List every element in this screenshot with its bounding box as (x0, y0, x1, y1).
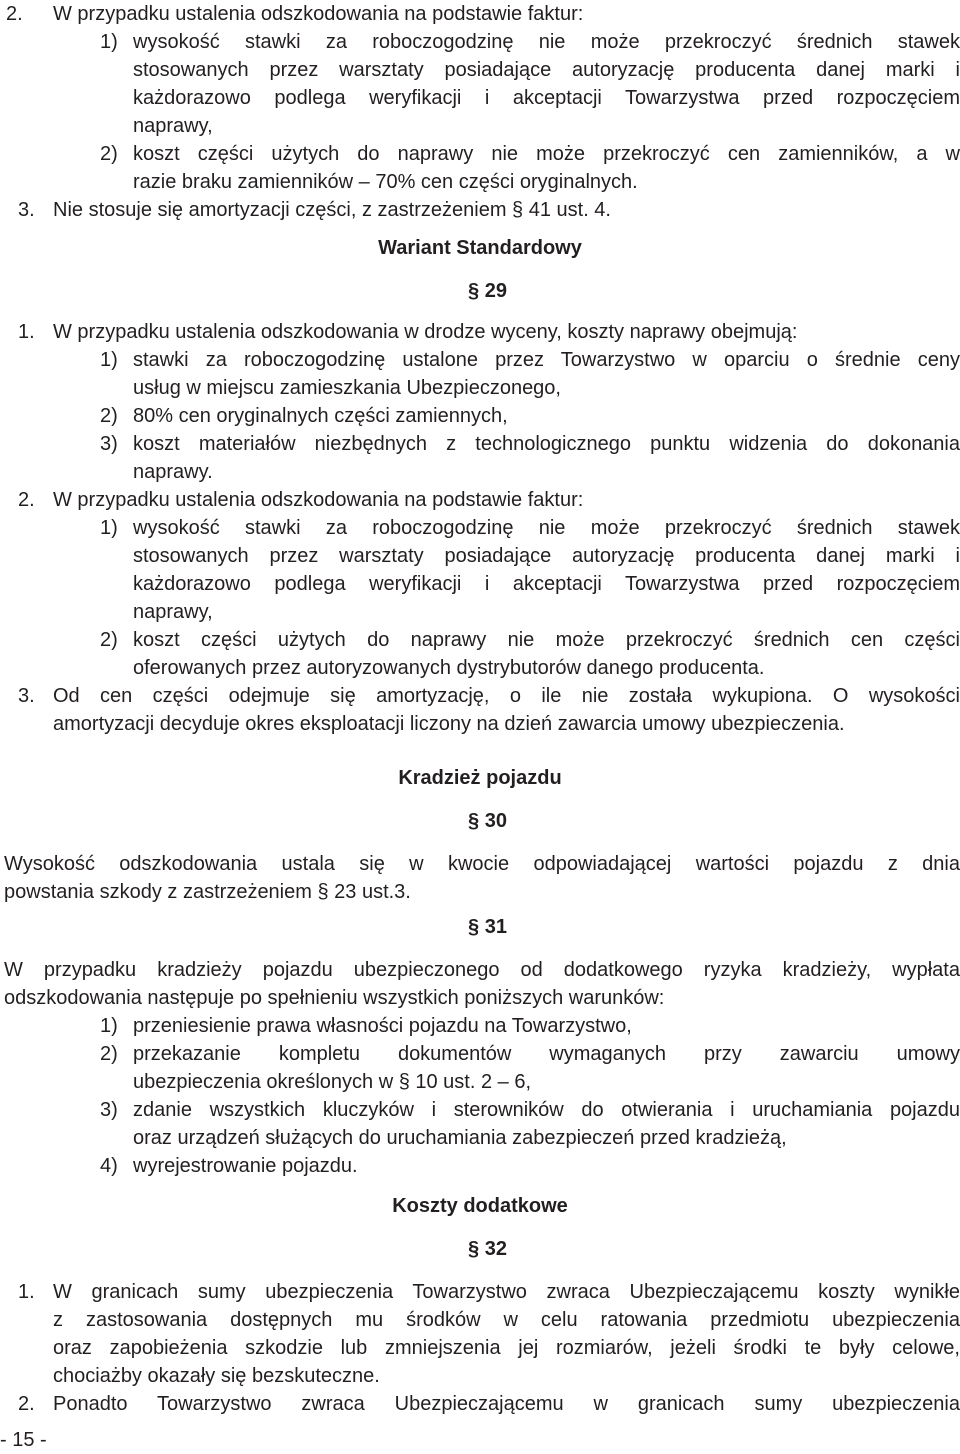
list-line: amortyzacji decyduje okres eksploatacji liczony na dzień zawarcia umowy ubezpieczenia. (53, 713, 845, 735)
list-item-num: 3) (100, 1099, 118, 1121)
list-line: naprawy. (133, 461, 213, 483)
list-item: 2. (6, 3, 23, 25)
list-line: razie braku zamienników – 70% cen części oryginalnych. (133, 171, 638, 193)
list-item-num: 2. (18, 1393, 35, 1415)
list-line: Od cen części odejmuje się amortyzację, o ile nie została wykupiona. O wysokości (53, 685, 960, 707)
list-line: oraz urządzeń służących do uruchamiania zabezpieczeń przed kradzieżą, (133, 1127, 787, 1149)
list-line: wysokość stawki za roboczogodzinę nie może przekroczyć średnich stawek (133, 31, 960, 53)
list-item-num: 1) (100, 1015, 118, 1037)
list-line: każdorazowo podlega weryfikacji i akceptacji Towarzystwa przed rozpoczęciem (133, 573, 960, 595)
list-line: koszt materiałów niezbędnych z technologicznego punktu widzenia do dokonania (133, 433, 960, 455)
list-line: ubezpieczenia określonych w § 10 ust. 2 – 6, (133, 1071, 532, 1093)
paragraph-number: § 30 (468, 810, 507, 832)
list-item-num: 1. (18, 321, 35, 343)
list-item-num: 2) (100, 405, 118, 427)
list-item-num: 3) (100, 433, 118, 455)
list-item-num: 4) (100, 1155, 118, 1177)
list-item-num: 3. (18, 685, 35, 707)
list-line: wyrejestrowanie pojazdu. (133, 1155, 358, 1177)
list-line: Ponadto Towarzystwo zwraca Ubezpieczającemu w granicach sumy ubezpieczenia (53, 1393, 960, 1415)
list-item-num: 2) (100, 143, 118, 165)
paragraph-number: § 32 (468, 1238, 507, 1260)
page-number: - 15 - (0, 1429, 47, 1451)
list-line: z zastosowania dostępnych mu środków w celu ratowania przedmiotu ubezpieczenia (53, 1309, 960, 1331)
list-line: koszt części użytych do naprawy nie może przekroczyć cen zamienników, a w (133, 143, 960, 165)
paragraph-number: § 31 (468, 916, 507, 938)
list-item-num: 2) (100, 629, 118, 651)
list-line: chociażby okazały się bezskuteczne. (53, 1365, 380, 1387)
list-item-num: 2) (100, 1043, 118, 1065)
list-line: naprawy, (133, 601, 213, 623)
list-line: stawki za roboczogodzinę ustalone przez Towarzystwo w oparciu o średnie ceny (133, 349, 960, 371)
list-line: przeniesienie prawa własności pojazdu na Towarzystwo, (133, 1015, 632, 1037)
list-line: Nie stosuje się amortyzacji części, z zastrzeżeniem § 41 ust. 4. (53, 199, 611, 221)
list-line: zdanie wszystkich kluczyków i sterowników do otwierania i uruchamiania pojazdu (133, 1099, 960, 1121)
list-line: oraz zapobieżenia szkodzie lub zmniejszenia jej rozmiarów, jeżeli środki te były celowe, (53, 1337, 960, 1359)
list-item-num: 1. (18, 1281, 35, 1303)
list-line: przekazanie kompletu dokumentów wymaganych przy zawarciu umowy (133, 1043, 960, 1065)
list-line: każdorazowo podlega weryfikacji i akceptacji Towarzystwa przed rozpoczęciem (133, 87, 960, 109)
list-line: naprawy, (133, 115, 213, 137)
list-line: powstania szkody z zastrzeżeniem § 23 ust.3. (4, 881, 411, 903)
list-item-num: 2. (18, 489, 35, 511)
list-item-num: 1) (100, 349, 118, 371)
list-line: oferowanych przez autoryzowanych dystrybutorów danego producenta. (133, 657, 765, 679)
list-line: stosowanych przez warsztaty posiadające autoryzację producenta danej marki i (133, 545, 960, 567)
list-line: W przypadku ustalenia odszkodowania na podstawie faktur: (53, 489, 584, 511)
list-line: stosowanych przez warsztaty posiadające autoryzację producenta danej marki i (133, 59, 960, 81)
list-line: Wysokość odszkodowania ustala się w kwocie odpowiadającej wartości pojazdu z dnia (4, 853, 960, 875)
list-line: W przypadku kradzieży pojazdu ubezpieczonego od dodatkowego ryzyka kradzieży, wypłata (4, 959, 960, 981)
list-line: 80% cen oryginalnych części zamiennych, (133, 405, 508, 427)
list-item-num: 1) (100, 517, 118, 539)
section-heading: Wariant Standardowy (378, 237, 582, 259)
list-line: wysokość stawki za roboczogodzinę nie może przekroczyć średnich stawek (133, 517, 960, 539)
list-line: koszt części użytych do naprawy nie może przekroczyć średnich cen części (133, 629, 960, 651)
list-line: W przypadku ustalenia odszkodowania w drodze wyceny, koszty naprawy obejmują: (53, 321, 798, 343)
list-item-num: 1) (100, 31, 118, 53)
list-line: usług w miejscu zamieszkania Ubezpieczonego, (133, 377, 561, 399)
section-heading: Koszty dodatkowe (392, 1195, 568, 1217)
list-line: W granicach sumy ubezpieczenia Towarzystwo zwraca Ubezpieczającemu koszty wynikłe (53, 1281, 960, 1303)
paragraph-number: § 29 (468, 280, 507, 302)
paragraph: W przypadku ustalenia odszkodowania na podstawie faktur: (53, 3, 584, 25)
section-heading: Kradzież pojazdu (398, 767, 562, 789)
list-line: odszkodowania następuje po spełnieniu wszystkich poniższych warunków: (4, 987, 665, 1009)
list-item-num: 3. (18, 199, 35, 221)
